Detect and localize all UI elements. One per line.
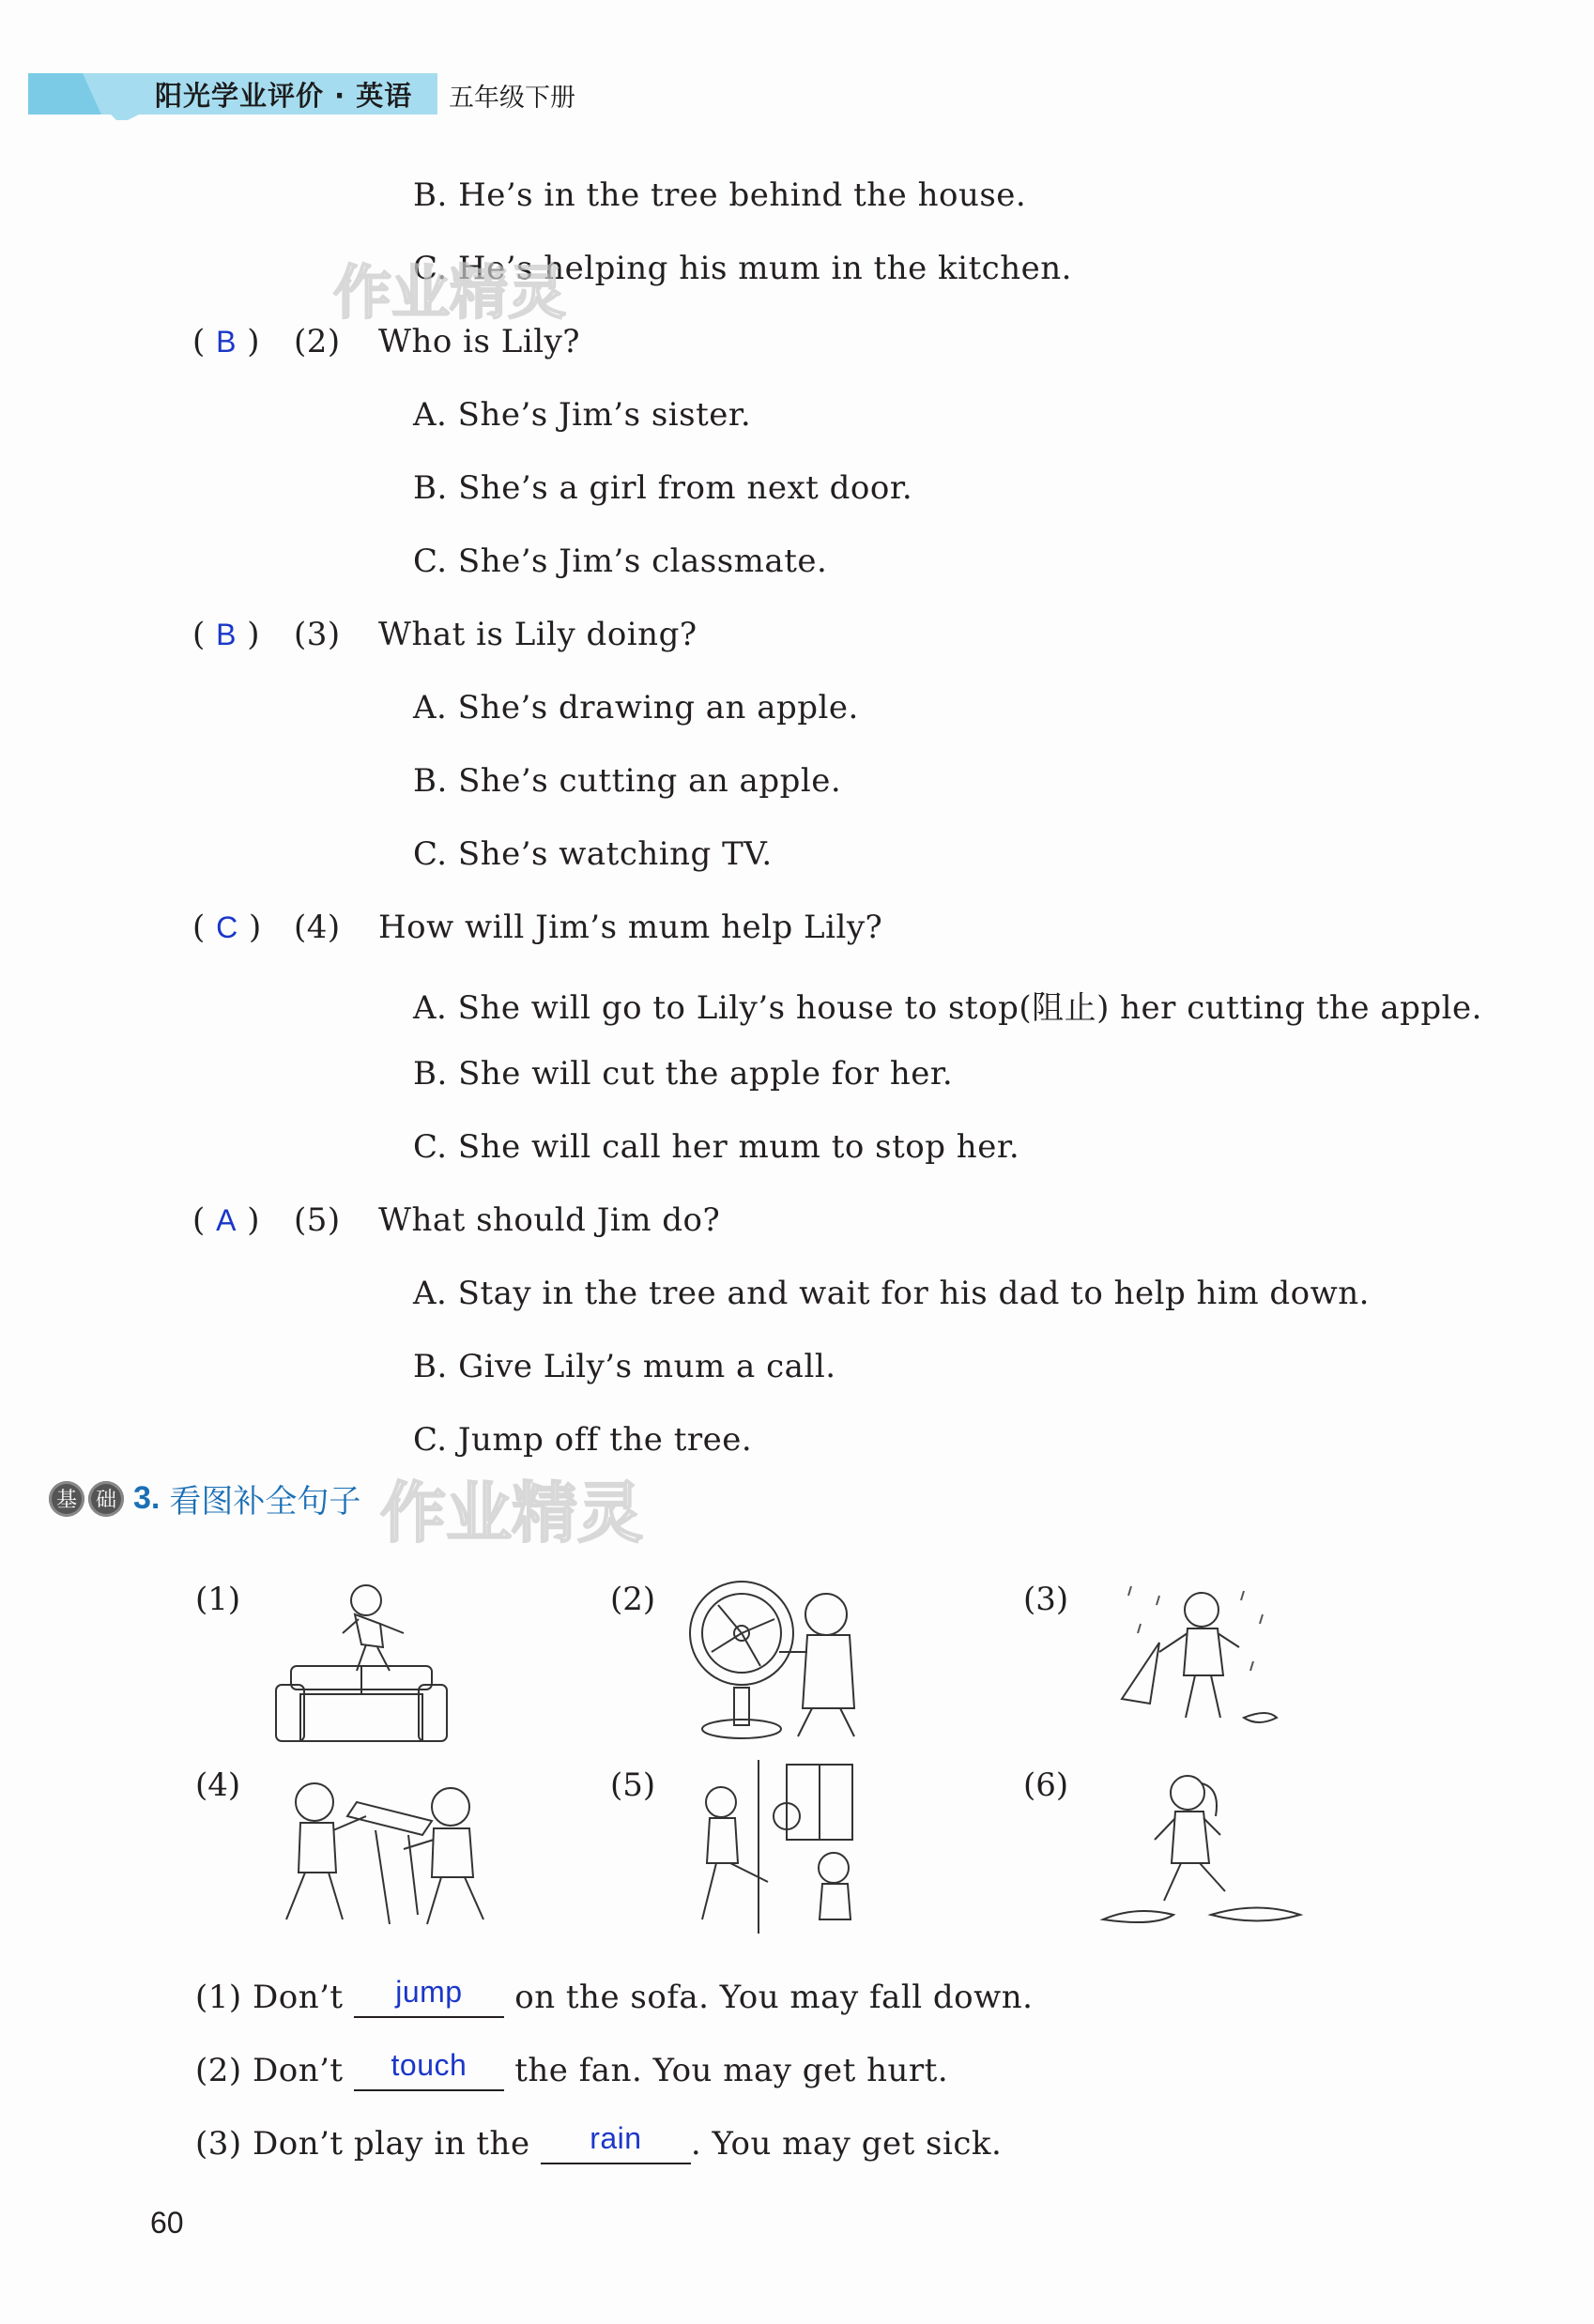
sentence-before: Don’t bbox=[252, 2052, 344, 2089]
question-number: (5) bbox=[294, 1201, 341, 1239]
question-number: (2) bbox=[294, 323, 341, 360]
sentence-line bbox=[195, 1975, 1034, 2018]
badge-ji: 基 bbox=[49, 1481, 84, 1517]
option-line: C. She will call her mum to stop her. bbox=[413, 1128, 1020, 1166]
watermark: 作业精灵 bbox=[380, 1475, 643, 1552]
grade-label: 五年级下册 bbox=[449, 84, 575, 113]
option-line: A. She will go to Lily’s house to stop(阻止) her cutting the apple. bbox=[413, 989, 1482, 1027]
answer-blank[interactable] bbox=[354, 2048, 504, 2091]
picture-label: (1) bbox=[195, 1581, 241, 1618]
picture-label: (3) bbox=[1023, 1581, 1069, 1618]
question-text: Who is Lily? bbox=[378, 323, 581, 360]
page-number: 60 bbox=[150, 2206, 184, 2240]
option-line: C. Jump off the tree. bbox=[413, 1421, 753, 1459]
sentence-line bbox=[195, 2121, 1003, 2164]
section-heading bbox=[49, 1475, 360, 1521]
picture-label: (4) bbox=[195, 1766, 241, 1804]
option-line: A. Stay in the tree and wait for his dad to help him down. bbox=[413, 1275, 1370, 1312]
answer-letter: B bbox=[216, 618, 237, 651]
option-line: B. She’s cutting an apple. bbox=[413, 762, 842, 800]
blank-answer: jump bbox=[395, 1975, 463, 2009]
boy-touching-fan-illustration bbox=[685, 1577, 882, 1746]
section-title: 看图补全句子 bbox=[169, 1483, 361, 1521]
question-text: How will Jim’s mum help Lily? bbox=[378, 909, 883, 946]
boy-jumping-on-sofa-illustration bbox=[272, 1577, 451, 1746]
question-number: (3) bbox=[294, 616, 341, 653]
option-line: C. He’s helping his mum in the kitchen. bbox=[413, 250, 1072, 287]
option-line: B. He’s in the tree behind the house. bbox=[413, 176, 1027, 214]
sentence-before: Don’t bbox=[252, 1979, 344, 2016]
watermark: 作业精灵 bbox=[333, 258, 567, 327]
boys-fighting-illustration bbox=[272, 1765, 498, 1934]
sentence-number: (3) bbox=[195, 2125, 242, 2163]
picture-label: (6) bbox=[1023, 1766, 1069, 1804]
girl-running-illustration bbox=[1098, 1760, 1305, 1934]
option-line: B. Give Lily’s mum a call. bbox=[413, 1348, 836, 1385]
sentence-after: . You may get sick. bbox=[690, 2125, 1003, 2163]
question-text: What is Lily doing? bbox=[378, 616, 697, 653]
answer-letter: C bbox=[216, 910, 238, 944]
picture-label: (5) bbox=[610, 1766, 656, 1804]
sentence-after: on the sofa. You may fall down. bbox=[514, 1979, 1034, 2016]
option-line: A. She’s drawing an apple. bbox=[413, 689, 859, 726]
question-line: ( B ) (2) Who is Lily? bbox=[192, 323, 581, 360]
sentence-before: Don’t play in the bbox=[252, 2125, 530, 2163]
blank-answer: rain bbox=[590, 2121, 642, 2155]
option-line: C. She’s Jim’s classmate. bbox=[413, 543, 828, 580]
option-line: A. She’s Jim’s sister. bbox=[413, 396, 752, 434]
sentence-line bbox=[195, 2048, 949, 2091]
sentence-after: the fan. You may get hurt. bbox=[514, 2052, 949, 2089]
sentence-number: (1) bbox=[195, 1979, 242, 2016]
answer-blank[interactable] bbox=[354, 1975, 504, 2018]
question-line: ( B ) (3) What is Lily doing? bbox=[192, 616, 697, 653]
question-line: ( C ) (4) How will Jim’s mum help Lily? bbox=[192, 909, 883, 946]
question-text: What should Jim do? bbox=[378, 1201, 721, 1239]
blank-answer: touch bbox=[391, 2048, 467, 2082]
answer-blank[interactable] bbox=[541, 2121, 691, 2164]
picture-label: (2) bbox=[610, 1581, 656, 1618]
section-number: 3. bbox=[133, 1480, 161, 1516]
badge-chu: 础 bbox=[88, 1481, 124, 1517]
answer-letter: B bbox=[216, 325, 237, 359]
boy-kicking-ball-illustration bbox=[683, 1760, 871, 1934]
sentence-number: (2) bbox=[195, 2052, 242, 2089]
book-title: 阳光学业评价 · 英语 bbox=[155, 80, 413, 112]
option-line: B. She’s a girl from next door. bbox=[413, 469, 913, 507]
option-line: B. She will cut the apple for her. bbox=[413, 1055, 954, 1093]
question-line: ( A ) (5) What should Jim do? bbox=[192, 1201, 721, 1239]
question-number: (4) bbox=[294, 909, 341, 946]
answer-letter: A bbox=[216, 1203, 237, 1237]
option-line: C. She’s watching TV. bbox=[413, 835, 773, 873]
girl-in-rain-illustration bbox=[1103, 1577, 1281, 1746]
